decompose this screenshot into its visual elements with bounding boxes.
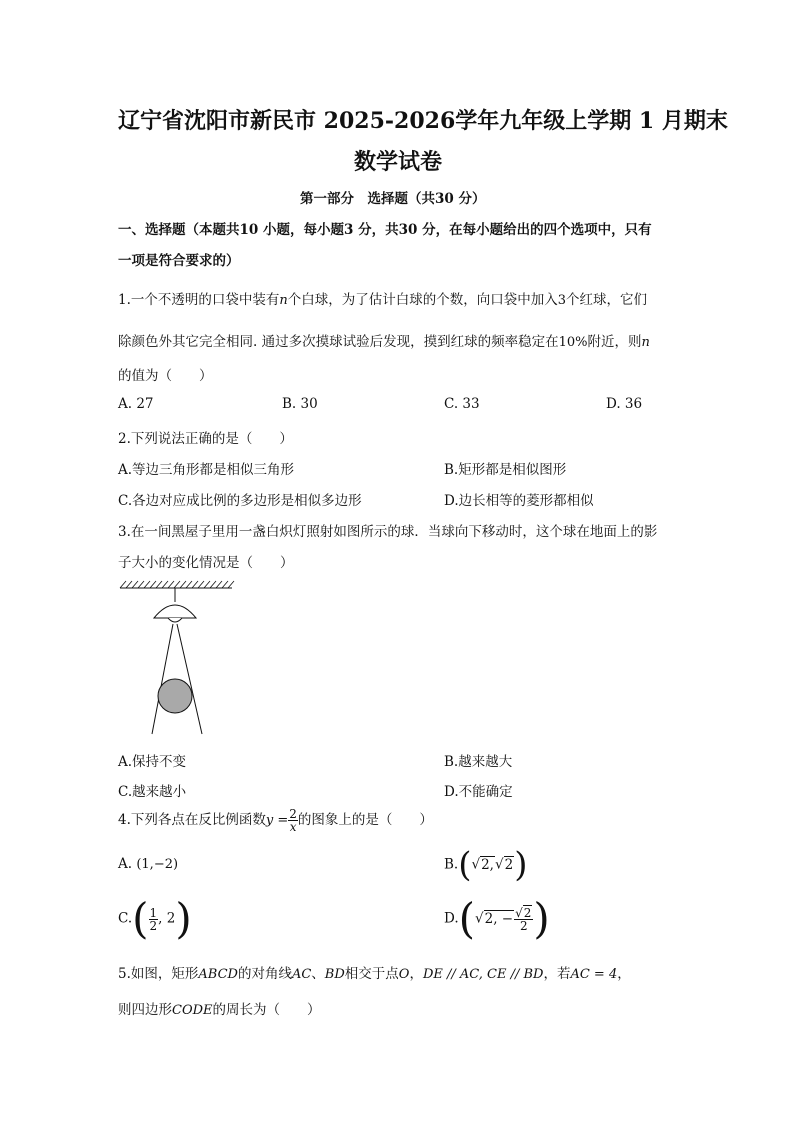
q4-option-a-value: (1,−2): [136, 857, 179, 872]
q4-option-b: [444, 845, 528, 885]
right-paren: ): [175, 894, 192, 943]
q4-option-c: [118, 894, 192, 943]
q1-option-c: C. 33: [444, 396, 480, 412]
q4-func-fraction: [288, 808, 298, 833]
left-paren: (: [132, 894, 149, 943]
q3-option-c: C.越来越小: [118, 784, 187, 800]
left-paren: (: [458, 894, 476, 943]
q4-option-b-value2: 2: [504, 856, 514, 873]
q3-option-a: A.保持不变: [118, 754, 187, 770]
q4-option-d-denominator: 2: [519, 918, 528, 933]
q2-option-c: C.各边对应成比例的多边形是相似多边形: [118, 493, 362, 509]
q2-option-b: B.矩形都是相似图形: [444, 462, 567, 478]
q4-text-a: 4.下列各点在反比例函数: [118, 812, 266, 828]
q5-text-c: 相交于点: [344, 966, 399, 982]
section-instruction-line1: 一、选择题（本题共10 小题，每小题3 分，共30 分，在每小题给出的四个选项中，只有: [118, 222, 652, 238]
q5-bd: BD: [324, 967, 345, 982]
sqrt-symbol: √: [494, 856, 504, 873]
light-ray-right: [177, 624, 202, 734]
q5-code: CODE: [172, 1003, 213, 1018]
q4-func-denominator: x: [289, 820, 297, 834]
q4-func-numerator: 2: [289, 807, 297, 821]
q4-option-c-fraction: [149, 907, 159, 932]
q1-option-a: A. 27: [118, 396, 154, 412]
q3-line1: 3.在一间黑屋子里用一盏白炽灯照射如图所示的球．当球向下移动时，这个球在地面上的影: [118, 524, 658, 540]
q2-stem: 2.下列说法正确的是（ ）: [118, 431, 293, 447]
q1-num-3: 3: [557, 293, 567, 308]
ceiling-hatch: [120, 581, 234, 588]
q4-option-d: [444, 894, 550, 943]
part-label: 第一部分 选择题（共30 分）: [300, 191, 486, 207]
light-bulb: [168, 618, 182, 622]
q1-percent: 10%: [558, 335, 588, 350]
q4-option-d-value: 2, −: [484, 910, 514, 927]
q4-option-d-label: D.: [444, 910, 459, 927]
q4-option-a-label: A.: [118, 856, 133, 872]
q1-option-b: B. 30: [282, 396, 318, 412]
q5-ac: AC: [291, 967, 312, 982]
q1-var-n2: n: [641, 335, 650, 350]
q1-text-e: 附近，则: [587, 334, 642, 350]
doc-title-line1: 辽宁省沈阳市新民市 2025-2026学年九年级上学期 1 月期末: [118, 108, 728, 134]
q5-text-a: 5.如图，矩形: [118, 966, 199, 982]
q1-var-n: n: [279, 293, 288, 308]
q3-line2: 子大小的变化情况是（ ）: [118, 555, 294, 571]
q1-text-a: 1.一个不透明的口袋中装有: [118, 292, 280, 308]
q5-text-e: ，: [617, 966, 631, 982]
q5-text-b: 的对角线: [237, 966, 292, 982]
q5-sep: 、: [311, 966, 325, 982]
q5-text-g: 的周长为（ ）: [212, 1002, 321, 1018]
ball: [158, 679, 192, 713]
q1-line3: 的值为（ ）: [118, 368, 213, 384]
q4-option-a: [118, 856, 178, 872]
q1-text-c: 个红球，它们: [566, 292, 648, 308]
lamp-shade: [154, 605, 196, 618]
q4-option-d-numerator: √2: [515, 905, 532, 920]
section-instruction-line2: 一项是符合要求的）: [118, 253, 240, 269]
right-paren: ): [514, 845, 528, 885]
q5-line1: [118, 962, 631, 982]
q5-line2: [118, 998, 321, 1018]
q5-condition: DE // AC, CE // BD: [422, 967, 544, 982]
q1-line2: [118, 330, 650, 350]
q2-option-d: D.边长相等的菱形都相似: [444, 493, 594, 509]
q5-equation: AC = 4: [570, 967, 618, 982]
q4-func-y: y =: [265, 813, 289, 828]
q5-text-f: 则四边形: [118, 1002, 172, 1018]
left-paren: (: [458, 845, 472, 885]
q3-lamp-ball-figure: [116, 578, 240, 738]
q4-option-c-numerator: 1: [149, 905, 158, 920]
q2-option-a: A.等边三角形都是相似三角形: [118, 462, 295, 478]
sqrt-symbol: √: [475, 910, 484, 927]
q4-option-c-label: C.: [118, 910, 133, 927]
q3-option-b: B.越来越大: [444, 754, 513, 770]
q4-option-c-denominator: 2: [149, 918, 158, 933]
q1-line1: [118, 288, 647, 308]
q4-option-d-fraction: [514, 907, 533, 932]
q4-option-b-label: B.: [444, 856, 459, 873]
q5-text-d: ，若: [543, 966, 571, 982]
q1-text-d: 除颜色外其它完全相同. 通过多次摸球试验后发现，摸到红球的频率稳定在: [118, 334, 559, 350]
q5-point-o: O: [398, 967, 410, 982]
q4-stem: [118, 808, 433, 833]
q3-option-d: D.不能确定: [444, 784, 513, 800]
q4-option-d-numerator-value: 2: [523, 905, 532, 920]
q4-option-b-value: 2,: [481, 856, 494, 873]
right-paren: ): [533, 894, 550, 943]
doc-title-line2: 数学试卷: [354, 149, 443, 175]
q4-text-b: 的图象上的是（ ）: [297, 812, 433, 828]
sqrt-symbol: √: [471, 856, 481, 873]
light-ray-left: [152, 624, 173, 734]
q1-text-b: 个白球，为了估计白球的个数，向口袋中加入: [287, 292, 558, 308]
q5-abcd: ABCD: [198, 967, 238, 982]
q1-option-d: D. 36: [606, 396, 643, 412]
q5-comma: ，: [409, 966, 423, 982]
q4-option-c-rest: , 2: [158, 910, 176, 927]
